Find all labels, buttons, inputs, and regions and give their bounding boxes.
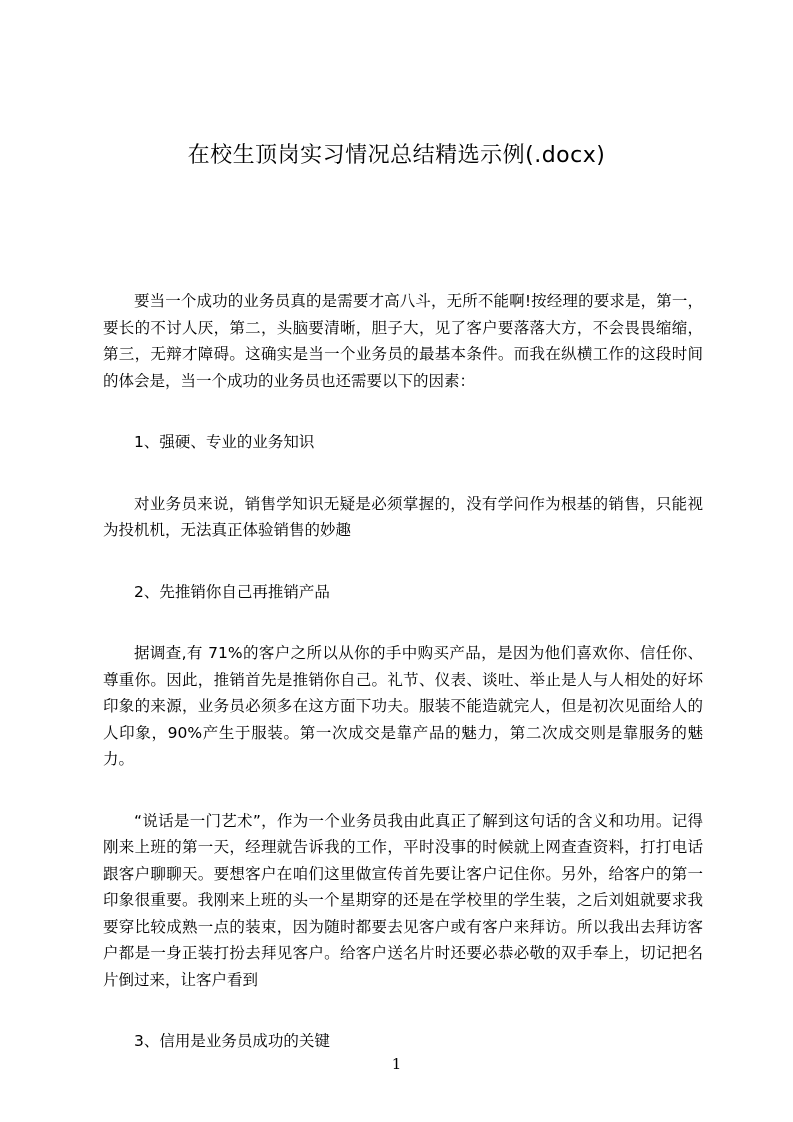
section-heading-1: 1、强硬、专业的业务知识 [134,433,315,451]
paragraph-gap [103,394,703,429]
paragraph-gap [103,993,703,1028]
section-heading-3: 3、信用是业务员成功的关键 [134,1032,330,1050]
document-body [103,288,703,1055]
page-number: 1 [391,1055,402,1073]
section-heading-2: 2、先推销你自己再推销产品 [134,582,330,601]
paragraph-gap [103,773,703,808]
paragraph-gap [103,544,703,579]
paragraph-gap [103,456,703,491]
paragraph-survey: 据调查,有 71%的客户之所以从你的手中购买产品，是因为他们喜欢你、信任你、尊重你。因此，推销首先是推销你自己。礼节、仪表、谈吐、举止是人与人相处的好坏印象的来源，业务员必须多在这方面下功夫。服装不能造就完人，但是初次见面给人的人印象，90%产生于服装。第一次成交是靠产品的魅力，第二次成交则是靠服务的魅力。 [103,644,703,768]
paragraph-intro: 要当一个成功的业务员真的是需要才高八斗，无所不能啊!按经理的要求是，第一，要长的不讨人厌，第二，头脑要清晰，胆子大，见了客户要落落大方，不会畏畏缩缩，第三，无辩才障碍。这确实是当一个业务员的最基本条件。而我在纵横工作的这段时间的体会是，当一个成功的业务员也还需要以下的因素： [103,292,703,390]
paragraph-gap [103,605,703,640]
paragraph-speaking: “说话是一门艺术”，作为一个业务员我由此真正了解到这句话的含义和功用。记得刚来上班的第一天，经理就告诉我的工作，平时没事的时候就上网查查资料，打打电话跟客户聊聊天。要想客户在咱们这里做宣传首先要让客户记住你。另外，给客户的第一印象很重要。我刚来上班的头一个星期穿的还是在学校里的学生装，之后刘姐就要求我要穿比较成熟一点的装束，因为随时都要去见客户或有客户来拜访。所以我出去拜访客户都是一身正装打扮去拜见客户。给客户送名片时还要必恭必敬的双手奉上，切记把名片倒过来，让客户看到 [103,811,703,989]
paragraph-knowledge: 对业务员来说，销售学知识无疑是必须掌握的，没有学问作为根基的销售，只能视为投机机，无法真正体验销售的妙趣 [103,494,703,539]
document-title: 在校生顶岗实习情况总结精选示例(.docx) [187,143,606,168]
